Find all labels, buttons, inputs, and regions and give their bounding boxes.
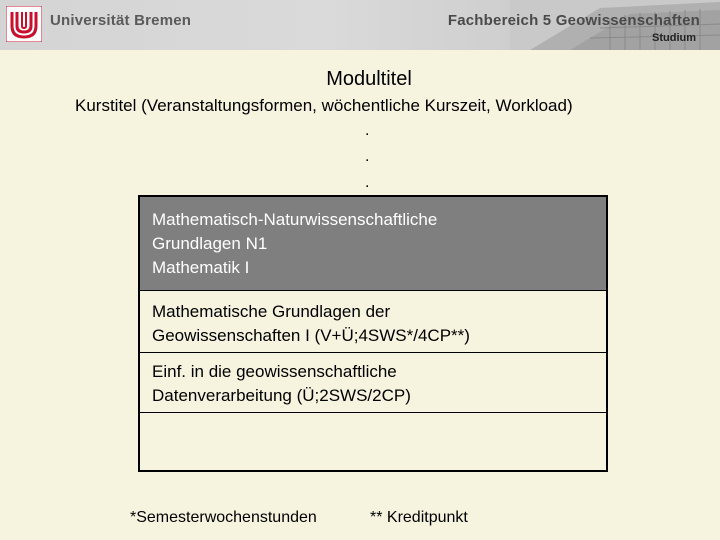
course-title-format: Kurstitel (Veranstaltungsformen, wöchentliche Kurszeit, Workload) — [75, 96, 573, 115]
university-logo-icon — [6, 6, 42, 42]
module-header-row — [140, 197, 606, 291]
course-text: Mathematische Grundlagen der Geowissenschaften I (V+Ü;4SWS*/4CP**) — [152, 302, 470, 345]
module-header-text: Mathematisch-Naturwissenschaftliche Grundlagen N1 Mathematik I — [152, 210, 438, 277]
university-name: Universität Bremen — [50, 12, 192, 29]
ellipsis-dots: . . . — [365, 122, 370, 191]
footnote-cp: ** Kreditpunkt — [370, 509, 468, 526]
section-label: Studium — [652, 32, 696, 44]
slide-header — [0, 0, 720, 50]
empty-course-row — [140, 413, 606, 470]
course-row — [140, 291, 606, 353]
course-row — [140, 353, 606, 413]
course-text: Einf. in die geowissenschaftliche Datenverarbeitung (Ü;2SWS/2CP) — [152, 362, 411, 405]
module-table — [138, 195, 608, 472]
footnote-sws: *Semesterwochenstunden — [130, 509, 317, 526]
department-name: Fachbereich 5 Geowissenschaften — [447, 12, 700, 29]
module-title: Modultitel — [326, 68, 412, 90]
